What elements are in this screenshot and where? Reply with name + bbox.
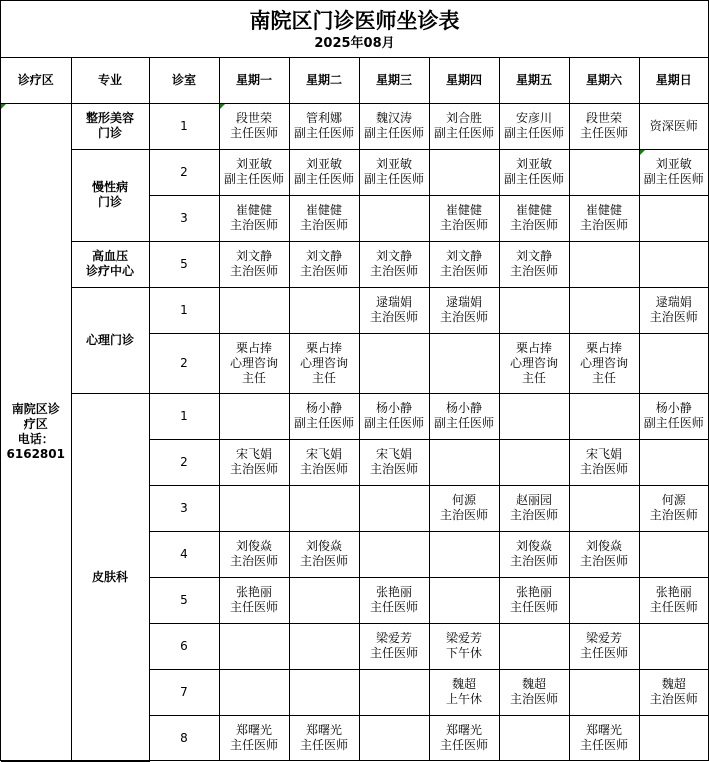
text-line: 主治医师 — [369, 310, 418, 324]
doctor-cell-friday — [499, 333, 569, 393]
room-number: 4 — [149, 531, 219, 577]
header-saturday: 星期六 — [569, 58, 639, 103]
header-room: 诊室 — [149, 58, 219, 103]
text-line: 管利娜 — [305, 111, 342, 125]
text-line: 段世荣 — [235, 111, 272, 125]
doctor-cell-thursday — [429, 241, 499, 287]
text-line: 主治医师 — [509, 692, 558, 706]
doctor-cell-tuesday — [289, 287, 359, 333]
header-zone: 诊疗区 — [1, 58, 71, 103]
zone-cell — [1, 103, 71, 761]
text-line: 主任 — [591, 370, 616, 385]
room-number: 7 — [149, 669, 219, 715]
cell-corner-mark — [1, 104, 6, 109]
doctor-cell-sunday — [639, 577, 708, 623]
room-number: 1 — [149, 393, 219, 439]
text-line: 主任 — [521, 370, 546, 385]
specialty-cell — [71, 393, 149, 761]
doctor-cell-friday — [499, 669, 569, 715]
doctor-cell-friday — [499, 439, 569, 485]
text-line: 副主任医师 — [293, 416, 354, 430]
text-line: 副主任医师 — [643, 172, 704, 186]
header-tuesday: 星期二 — [289, 58, 359, 103]
text-line: 刘俊焱 — [235, 539, 272, 553]
doctor-cell-wednesday — [359, 241, 429, 287]
doctor-cell-tuesday — [289, 241, 359, 287]
doctor-cell-sunday — [639, 241, 708, 287]
room-number: 1 — [149, 287, 219, 333]
doctor-cell-wednesday — [359, 669, 429, 715]
text-line: 刘文静 — [235, 249, 272, 263]
text-line: 6162801 — [6, 447, 65, 461]
text-line: 副主任医师 — [643, 416, 704, 430]
doctor-cell-wednesday — [359, 531, 429, 577]
doctor-cell-wednesday — [359, 393, 429, 439]
text-line: 崔健健 — [445, 203, 482, 217]
text-line: 郑曙光 — [305, 723, 342, 738]
text-line: 张艳丽 — [375, 585, 412, 599]
text-line: 主治医师 — [509, 264, 558, 278]
text-line: 逯瑞娟 — [655, 295, 692, 309]
text-line: 栗占捧 — [585, 340, 622, 355]
header-monday: 星期一 — [219, 58, 289, 103]
text-line: 刘文静 — [375, 249, 412, 263]
schedule-table — [1, 58, 708, 762]
text-line: 主任医师 — [369, 646, 418, 660]
text-line: 主治医师 — [229, 462, 278, 476]
text-line: 主治医师 — [579, 554, 628, 568]
doctor-cell-thursday — [429, 149, 499, 195]
header-thursday: 星期四 — [429, 58, 499, 103]
text-line: 逯瑞娟 — [445, 295, 482, 309]
text-line: 慢性病 — [91, 180, 128, 194]
cell-corner-mark — [640, 150, 645, 155]
doctor-cell-saturday — [569, 485, 639, 531]
text-line: 诊疗中心 — [85, 264, 134, 278]
text-line: 主任 — [311, 370, 336, 385]
doctor-cell-monday — [219, 241, 289, 287]
text-line: 主治医师 — [439, 508, 488, 522]
doctor-cell-friday — [499, 241, 569, 287]
doctor-cell-saturday — [569, 333, 639, 393]
text-line: 刘亚敏 — [655, 157, 692, 171]
doctor-cell-wednesday — [359, 623, 429, 669]
text-line: 宋飞娟 — [375, 447, 412, 461]
doctor-cell-saturday — [569, 287, 639, 333]
doctor-cell-friday — [499, 149, 569, 195]
doctor-cell-thursday — [429, 333, 499, 393]
text-line: 栗占捧 — [235, 340, 272, 355]
doctor-cell-sunday — [639, 715, 708, 761]
doctor-cell-monday — [219, 149, 289, 195]
text-line: 魏超 — [661, 677, 686, 691]
text-line: 南院区诊 — [11, 402, 60, 416]
text-line: 副主任医师 — [433, 126, 494, 140]
text-line: 心理咨询 — [299, 355, 348, 370]
room-number: 2 — [149, 439, 219, 485]
text-line: 梁爱芳 — [585, 631, 622, 645]
text-line: 主任医师 — [579, 126, 628, 140]
doctor-cell-monday — [219, 439, 289, 485]
text-line: 电话： — [17, 432, 54, 446]
doctor-cell-saturday — [569, 669, 639, 715]
text-line: 刘俊焱 — [515, 539, 552, 553]
doctor-cell-wednesday — [359, 485, 429, 531]
doctor-cell-thursday — [429, 623, 499, 669]
doctor-cell-sunday — [639, 485, 708, 531]
text-line: 主治医师 — [299, 264, 348, 278]
doctor-cell-friday — [499, 531, 569, 577]
doctor-cell-thursday — [429, 531, 499, 577]
doctor-cell-tuesday — [289, 103, 359, 149]
text-line: 主任医师 — [439, 738, 488, 753]
header-row — [1, 58, 708, 103]
text-line: 张艳丽 — [655, 585, 692, 599]
doctor-cell-sunday — [639, 149, 708, 195]
text-line: 主治医师 — [229, 218, 278, 232]
doctor-cell-wednesday — [359, 149, 429, 195]
doctor-cell-wednesday — [359, 577, 429, 623]
text-line: 刘亚敏 — [235, 157, 272, 171]
room-number: 3 — [149, 485, 219, 531]
text-line: 梁爱芳 — [375, 631, 412, 645]
text-line: 主治医师 — [649, 310, 698, 324]
doctor-cell-thursday — [429, 439, 499, 485]
text-line: 皮肤科 — [91, 569, 128, 584]
text-line: 安彦川 — [515, 111, 552, 125]
doctor-cell-tuesday — [289, 669, 359, 715]
text-line: 栗占捧 — [305, 340, 342, 355]
text-line: 主治医师 — [299, 554, 348, 568]
room-number: 3 — [149, 195, 219, 241]
text-line: 主治医师 — [509, 554, 558, 568]
text-line: 主治医师 — [509, 218, 558, 232]
text-line: 高血压 — [91, 249, 128, 263]
text-line: 心理咨询 — [509, 355, 558, 370]
text-line: 杨小静 — [305, 401, 342, 415]
text-line: 主治医师 — [509, 508, 558, 522]
doctor-cell-friday — [499, 577, 569, 623]
doctor-cell-monday — [219, 577, 289, 623]
doctor-cell-thursday — [429, 485, 499, 531]
doctor-cell-tuesday — [289, 715, 359, 761]
text-line: 主任医师 — [229, 738, 278, 753]
doctor-cell-thursday — [429, 577, 499, 623]
schedule-row — [1, 103, 708, 149]
text-line: 主治医师 — [439, 264, 488, 278]
text-line: 主治医师 — [579, 462, 628, 476]
text-line: 疗区 — [23, 417, 48, 431]
text-line: 副主任医师 — [503, 172, 564, 186]
text-line: 逯瑞娟 — [375, 295, 412, 309]
doctor-cell-tuesday — [289, 485, 359, 531]
text-line: 主任医师 — [579, 738, 628, 753]
text-line: 何源 — [661, 493, 686, 507]
text-line: 梁爱芳 — [445, 631, 482, 645]
doctor-cell-tuesday — [289, 439, 359, 485]
text-line: 栗占捧 — [515, 340, 552, 355]
text-line: 主治医师 — [439, 310, 488, 324]
text-line: 刘文静 — [515, 249, 552, 263]
text-line: 主治医师 — [649, 508, 698, 522]
text-line: 杨小静 — [445, 401, 482, 415]
doctor-cell-friday — [499, 195, 569, 241]
text-line: 副主任医师 — [503, 126, 564, 140]
text-line: 主任医师 — [369, 600, 418, 614]
text-line: 副主任医师 — [363, 126, 424, 140]
doctor-cell-monday — [219, 485, 289, 531]
text-line: 主任医师 — [229, 126, 278, 140]
text-line: 主治医师 — [369, 264, 418, 278]
text-line: 刘亚敏 — [305, 157, 342, 171]
text-line: 副主任医师 — [433, 416, 494, 430]
doctor-cell-thursday — [429, 393, 499, 439]
text-line: 主治医师 — [299, 218, 348, 232]
doctor-cell-tuesday — [289, 577, 359, 623]
specialty-cell — [71, 241, 149, 287]
text-line: 刘合胜 — [445, 111, 482, 125]
doctor-cell-tuesday — [289, 333, 359, 393]
text-line: 宋飞娟 — [585, 447, 622, 461]
doctor-cell-monday — [219, 287, 289, 333]
doctor-cell-sunday — [639, 623, 708, 669]
text-line: 何源 — [451, 493, 476, 507]
text-line: 主任医师 — [649, 600, 698, 614]
text-line: 副主任医师 — [293, 126, 354, 140]
text-line: 心理咨询 — [579, 355, 628, 370]
room-number: 8 — [149, 715, 219, 761]
cell-corner-mark — [220, 104, 225, 109]
doctor-cell-wednesday — [359, 103, 429, 149]
doctor-cell-saturday — [569, 577, 639, 623]
doctor-cell-wednesday — [359, 287, 429, 333]
text-line: 崔健健 — [585, 203, 622, 217]
text-line: 刘俊焱 — [305, 539, 342, 553]
text-line: 郑曙光 — [235, 723, 272, 738]
text-line: 赵丽园 — [515, 493, 552, 507]
header-sunday: 星期日 — [639, 58, 708, 103]
text-line: 门诊 — [97, 126, 122, 140]
doctor-cell-tuesday — [289, 531, 359, 577]
doctor-cell-friday — [499, 103, 569, 149]
text-line: 崔健健 — [235, 203, 272, 217]
doctor-cell-saturday — [569, 393, 639, 439]
doctor-cell-saturday — [569, 439, 639, 485]
doctor-cell-sunday — [639, 531, 708, 577]
text-line: 魏超 — [451, 677, 476, 691]
text-line: 刘亚敏 — [515, 157, 552, 171]
specialty-cell — [71, 287, 149, 393]
doctor-cell-friday — [499, 485, 569, 531]
title-block — [1, 1, 708, 58]
doctor-cell-tuesday — [289, 623, 359, 669]
text-line: 刘文静 — [305, 249, 342, 263]
doctor-cell-monday — [219, 715, 289, 761]
doctor-cell-monday — [219, 531, 289, 577]
text-line: 杨小静 — [375, 401, 412, 415]
text-line: 上午休 — [445, 692, 482, 706]
doctor-cell-tuesday — [289, 195, 359, 241]
room-number: 2 — [149, 333, 219, 393]
text-line: 主任医师 — [509, 600, 558, 614]
header-specialty: 专业 — [71, 58, 149, 103]
doctor-cell-sunday — [639, 103, 708, 149]
text-line: 张艳丽 — [515, 585, 552, 599]
text-line: 心理门诊 — [85, 332, 134, 347]
text-line: 主任医师 — [299, 738, 348, 753]
doctor-cell-saturday — [569, 531, 639, 577]
text-line: 主治医师 — [579, 218, 628, 232]
doctor-cell-thursday — [429, 287, 499, 333]
doctor-cell-sunday — [639, 669, 708, 715]
text-line: 张艳丽 — [235, 585, 272, 599]
doctor-cell-friday — [499, 393, 569, 439]
text-line: 魏汉涛 — [375, 111, 412, 125]
doctor-cell-monday — [219, 195, 289, 241]
doctor-cell-monday — [219, 393, 289, 439]
doctor-cell-wednesday — [359, 715, 429, 761]
doctor-cell-saturday — [569, 241, 639, 287]
text-line: 下午休 — [445, 646, 482, 660]
schedule-row — [1, 393, 708, 439]
doctor-cell-saturday — [569, 195, 639, 241]
doctor-cell-saturday — [569, 715, 639, 761]
doctor-cell-monday — [219, 333, 289, 393]
header-friday: 星期五 — [499, 58, 569, 103]
room-number: 5 — [149, 241, 219, 287]
room-number: 1 — [149, 103, 219, 149]
doctor-cell-monday — [219, 669, 289, 715]
doctor-cell-sunday — [639, 195, 708, 241]
doctor-cell-wednesday — [359, 195, 429, 241]
text-line: 整形美容 — [85, 111, 134, 125]
text-line: 主治医师 — [229, 554, 278, 568]
text-line: 副主任医师 — [363, 172, 424, 186]
doctor-cell-wednesday — [359, 333, 429, 393]
text-line: 主任 — [241, 370, 266, 385]
doctor-cell-wednesday — [359, 439, 429, 485]
doctor-cell-friday — [499, 287, 569, 333]
doctor-cell-saturday — [569, 103, 639, 149]
text-line: 资深医师 — [649, 118, 698, 133]
text-line: 宋飞娟 — [235, 447, 272, 461]
text-line: 主任医师 — [579, 646, 628, 660]
doctor-cell-saturday — [569, 149, 639, 195]
doctor-cell-tuesday — [289, 393, 359, 439]
doctor-cell-friday — [499, 715, 569, 761]
page-subtitle: 2025年08月 — [314, 36, 395, 51]
page-title: 南院区门诊医师坐诊表 — [249, 9, 460, 33]
text-line: 门诊 — [97, 195, 122, 209]
text-line: 段世荣 — [585, 111, 622, 125]
text-line: 魏超 — [521, 677, 546, 691]
doctor-cell-thursday — [429, 669, 499, 715]
room-number: 2 — [149, 149, 219, 195]
doctor-cell-friday — [499, 623, 569, 669]
text-line: 郑曙光 — [585, 723, 622, 738]
doctor-cell-thursday — [429, 103, 499, 149]
text-line: 主治医师 — [229, 264, 278, 278]
text-line: 主治医师 — [299, 462, 348, 476]
text-line: 刘文静 — [445, 249, 482, 263]
doctor-cell-sunday — [639, 287, 708, 333]
doctor-cell-sunday — [639, 439, 708, 485]
text-line: 副主任医师 — [363, 416, 424, 430]
text-line: 宋飞娟 — [305, 447, 342, 461]
text-line: 崔健健 — [305, 203, 342, 217]
doctor-cell-sunday — [639, 393, 708, 439]
text-line: 郑曙光 — [445, 723, 482, 738]
doctor-cell-saturday — [569, 623, 639, 669]
header-wednesday: 星期三 — [359, 58, 429, 103]
text-line: 副主任医师 — [223, 172, 284, 186]
schedule-row — [1, 287, 708, 333]
doctor-cell-thursday — [429, 195, 499, 241]
doctor-cell-thursday — [429, 715, 499, 761]
room-number: 6 — [149, 623, 219, 669]
doctor-cell-tuesday — [289, 149, 359, 195]
text-line: 副主任医师 — [293, 172, 354, 186]
text-line: 崔健健 — [515, 203, 552, 217]
specialty-cell — [71, 149, 149, 241]
doctor-cell-monday — [219, 103, 289, 149]
text-line: 主治医师 — [369, 462, 418, 476]
doctor-cell-sunday — [639, 333, 708, 393]
specialty-cell — [71, 103, 149, 149]
room-number: 5 — [149, 577, 219, 623]
text-line: 心理咨询 — [229, 355, 278, 370]
text-line: 主任医师 — [229, 600, 278, 614]
text-line: 主治医师 — [439, 218, 488, 232]
text-line: 刘俊焱 — [585, 539, 622, 553]
schedule-row — [1, 149, 708, 195]
schedule-row — [1, 241, 708, 287]
text-line: 杨小静 — [655, 401, 692, 415]
doctor-cell-monday — [219, 623, 289, 669]
text-line: 主治医师 — [649, 692, 698, 706]
text-line: 刘亚敏 — [375, 157, 412, 171]
